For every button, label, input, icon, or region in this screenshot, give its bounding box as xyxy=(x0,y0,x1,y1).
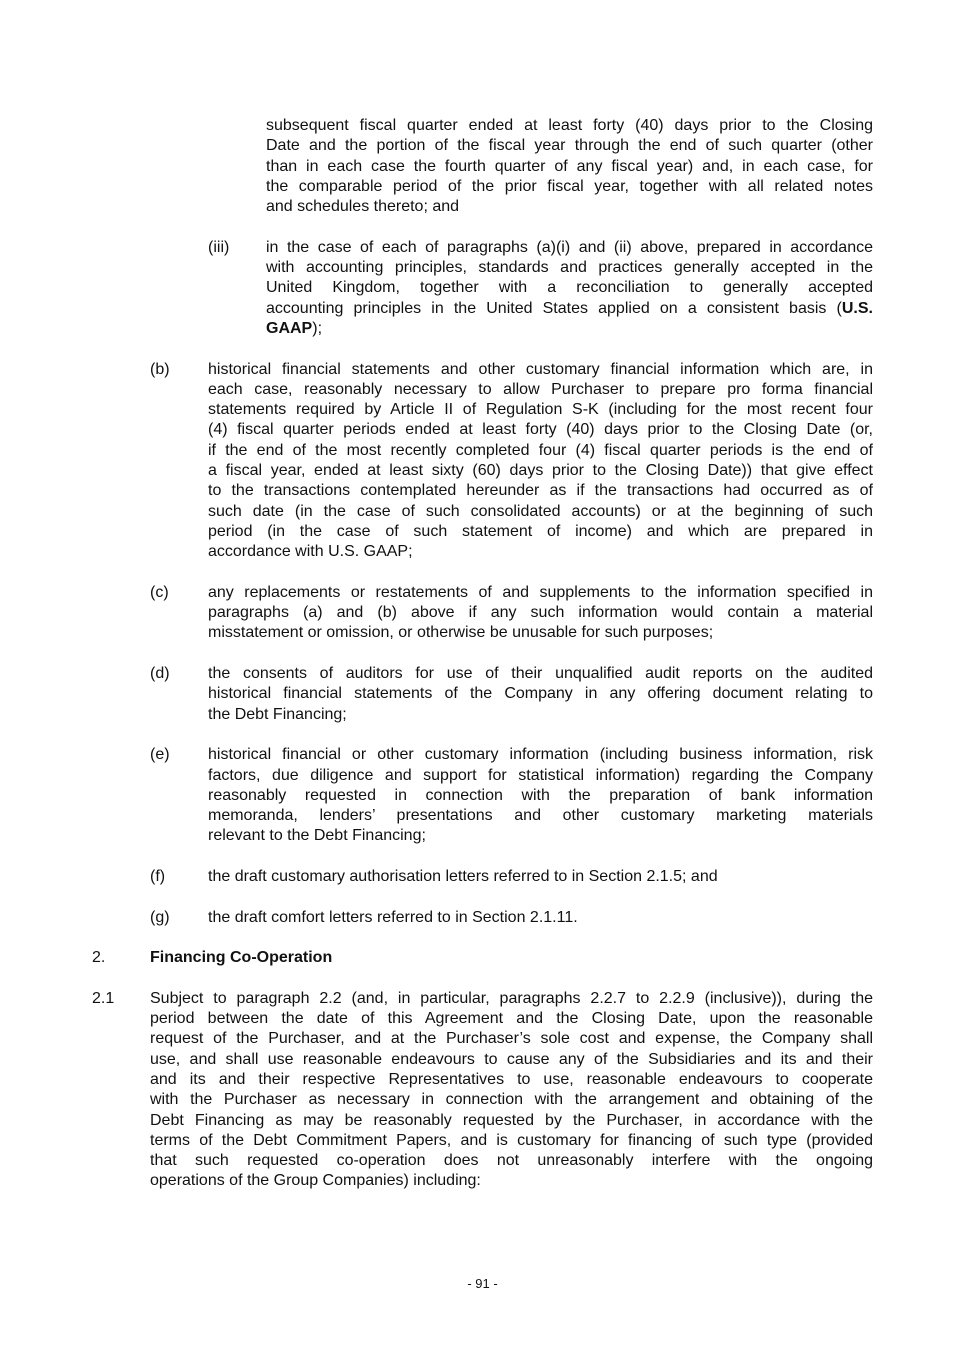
text-run: statements required by Article II of Regulation S-K (including for the most recent four xyxy=(208,401,873,419)
text-run: the draft customary authorisation letters referred to in Section 2.1.5; and xyxy=(208,867,718,885)
paragraph-label: (g) xyxy=(150,908,170,926)
page-number: - 91 - xyxy=(467,1276,498,1291)
text-run: with accounting principles, standards and practices generally accepted in the xyxy=(266,259,873,277)
bold-term: Financing Co-Operation xyxy=(150,949,333,967)
text-run: accounting principles in the United States applied on a consistent basis ( xyxy=(266,299,842,317)
paragraph-label: (e) xyxy=(150,746,170,764)
text-line xyxy=(208,786,873,806)
text-line xyxy=(208,481,873,501)
text-run: ); xyxy=(312,319,323,337)
text-line xyxy=(150,1070,873,1090)
text-line xyxy=(208,400,873,420)
paragraph-label: 2. xyxy=(92,949,106,967)
paragraph-a-iii xyxy=(0,238,965,339)
text-line xyxy=(266,319,873,339)
text-line xyxy=(266,136,873,156)
document-body xyxy=(0,116,965,1212)
text-run: than in each case the fourth quarter of any fiscal year) and, in each case, for xyxy=(266,157,873,175)
text-run: period between the date of this Agreement and the Closing Date, upon the reasonable xyxy=(150,1010,873,1028)
text-line xyxy=(266,238,873,258)
text-line xyxy=(150,1090,873,1110)
text-run: to the transactions contemplated hereunder as if the transactions had occurred as of xyxy=(208,482,873,500)
text-run: paragraphs (a) and (b) above if any such information would contain a material xyxy=(208,604,873,622)
paragraph-text xyxy=(266,116,873,217)
paragraph-text xyxy=(266,238,873,339)
text-line xyxy=(208,826,873,846)
paragraph-text xyxy=(208,664,873,725)
text-run: each case, reasonably necessary to allow Purchaser to prepare pro forma financial xyxy=(208,380,873,398)
text-run: any replacements or restatements of and supplements to the information specified in xyxy=(208,583,873,601)
text-line xyxy=(208,623,873,643)
paragraph-text xyxy=(208,908,873,928)
text-line xyxy=(208,420,873,440)
bold-term: U.S. xyxy=(841,299,873,317)
text-line xyxy=(150,1050,873,1070)
text-line xyxy=(208,603,873,623)
text-run: in the case of each of paragraphs (a)(i) and (ii) above, prepared in accordance xyxy=(266,238,873,256)
text-line xyxy=(266,299,873,319)
text-run: United Kingdom, together with a reconciliation to generally accepted xyxy=(266,279,873,297)
paragraph-text xyxy=(150,948,873,968)
text-line xyxy=(266,177,873,197)
paragraph-label: (iii) xyxy=(208,238,230,256)
text-line xyxy=(208,522,873,542)
paragraph-section-2-heading xyxy=(0,948,965,968)
text-line xyxy=(150,989,873,1009)
text-run: with the Purchaser as necessary in connection with the arrangement and obtaining of the xyxy=(150,1091,873,1109)
text-line xyxy=(150,948,873,968)
text-line xyxy=(208,583,873,603)
text-run: historical financial or other customary information (including business information, risk xyxy=(208,746,873,764)
text-run: (4) fiscal quarter periods ended at least forty (40) days prior to the Closing Date (or, xyxy=(208,421,873,439)
text-run: and schedules thereto; and xyxy=(266,198,460,216)
text-run: subsequent fiscal quarter ended at least forty (40) days prior to the Closing xyxy=(266,117,873,134)
text-line xyxy=(208,745,873,765)
text-run: that such requested co-operation does not unreasonably interfere with the ongoing xyxy=(150,1152,873,1170)
paragraph-text xyxy=(208,867,873,887)
text-line xyxy=(266,278,873,298)
text-line xyxy=(208,705,873,725)
text-run: the draft comfort letters referred to in Section 2.1.11. xyxy=(208,908,578,926)
text-line xyxy=(266,197,873,217)
text-run: memoranda, lenders’ presentations and other customary marketing materials xyxy=(208,807,873,825)
text-run: terms of the Debt Commitment Papers, and is customary for financing of such type (provided xyxy=(150,1131,873,1149)
paragraph-label: (c) xyxy=(150,583,169,601)
text-run: a fiscal year, ended at least sixty (60) days prior to the Closing Date)) that give effect xyxy=(208,462,873,480)
text-line xyxy=(208,502,873,522)
paragraph-b xyxy=(0,360,965,563)
paragraph-label: 2.1 xyxy=(92,989,115,1007)
text-line xyxy=(208,684,873,704)
text-run: historical financial statements of the Company in any offering document relating to xyxy=(208,685,873,703)
text-run: accordance with U.S. GAAP; xyxy=(208,543,413,561)
text-run: Debt Financing as may be reasonably requested by the Purchaser, in accordance with the xyxy=(150,1111,873,1129)
text-line xyxy=(266,157,873,177)
paragraph-text xyxy=(150,989,873,1192)
bold-term: GAAP xyxy=(266,319,313,337)
paragraph-d xyxy=(0,664,965,725)
text-line xyxy=(150,1009,873,1029)
text-line xyxy=(150,1151,873,1171)
text-run: reasonably requested in connection with the preparation of bank information xyxy=(208,786,873,804)
text-line xyxy=(208,766,873,786)
text-line xyxy=(150,1111,873,1131)
text-run: and its and their respective Representatives to use, reasonable endeavours to cooperate xyxy=(150,1070,873,1088)
text-line xyxy=(208,461,873,481)
text-run: Date and the portion of the fiscal year through the end of such quarter (other xyxy=(266,137,873,155)
paragraph-label: (d) xyxy=(150,665,170,683)
text-run: request of the Purchaser, and at the Purchaser’s sole cost and expense, the Company shall xyxy=(150,1030,873,1048)
text-line xyxy=(208,441,873,461)
paragraph-label: (b) xyxy=(150,360,170,378)
text-run: misstatement or omission, or otherwise be unusable for such purposes; xyxy=(208,624,714,642)
text-line xyxy=(208,360,873,380)
text-run: the Debt Financing; xyxy=(208,705,347,723)
paragraph-label: (f) xyxy=(150,867,166,885)
text-run: relevant to the Debt Financing; xyxy=(208,827,426,845)
text-line xyxy=(208,542,873,562)
paragraph-text xyxy=(208,745,873,846)
paragraph-g xyxy=(0,908,965,928)
paragraph-text xyxy=(208,583,873,644)
text-line xyxy=(266,258,873,278)
text-run: such date (in the case of such consolidated accounts) or at the beginning of such xyxy=(208,502,873,520)
text-run: historical financial statements and other customary financial information which are, in xyxy=(208,360,873,378)
paragraph-text xyxy=(208,360,873,563)
text-line xyxy=(150,1029,873,1049)
text-line xyxy=(208,908,873,928)
text-run: factors, due diligence and support for statistical information) regarding the Company xyxy=(208,766,873,784)
text-run: if the end of the most recently completed four (4) fiscal quarter periods is the end of xyxy=(208,441,873,459)
paragraph-a-ii-continued xyxy=(0,116,965,217)
text-run: operations of the Group Companies) including: xyxy=(150,1172,481,1190)
text-run: the consents of auditors for use of their unqualified audit reports on the audited xyxy=(208,665,873,683)
text-run: Subject to paragraph 2.2 (and, in particular, paragraphs 2.2.7 to 2.2.9 (inclusive)), during the xyxy=(150,989,873,1007)
text-line xyxy=(150,1131,873,1151)
text-line xyxy=(208,664,873,684)
paragraph-e xyxy=(0,745,965,846)
paragraph-2-1 xyxy=(0,989,965,1192)
text-run: the comparable period of the prior fiscal year, together with all related notes xyxy=(266,177,873,195)
text-line xyxy=(208,380,873,400)
text-run: period (in the case of such statement of income) and which are prepared in xyxy=(208,522,873,540)
text-line xyxy=(266,116,873,136)
paragraph-f xyxy=(0,867,965,887)
text-run: use, and shall use reasonable endeavours to cause any of the Subsidiaries and its and their xyxy=(150,1050,873,1068)
text-line xyxy=(208,867,873,887)
text-line xyxy=(208,806,873,826)
text-line xyxy=(150,1171,873,1191)
paragraph-c xyxy=(0,583,965,644)
